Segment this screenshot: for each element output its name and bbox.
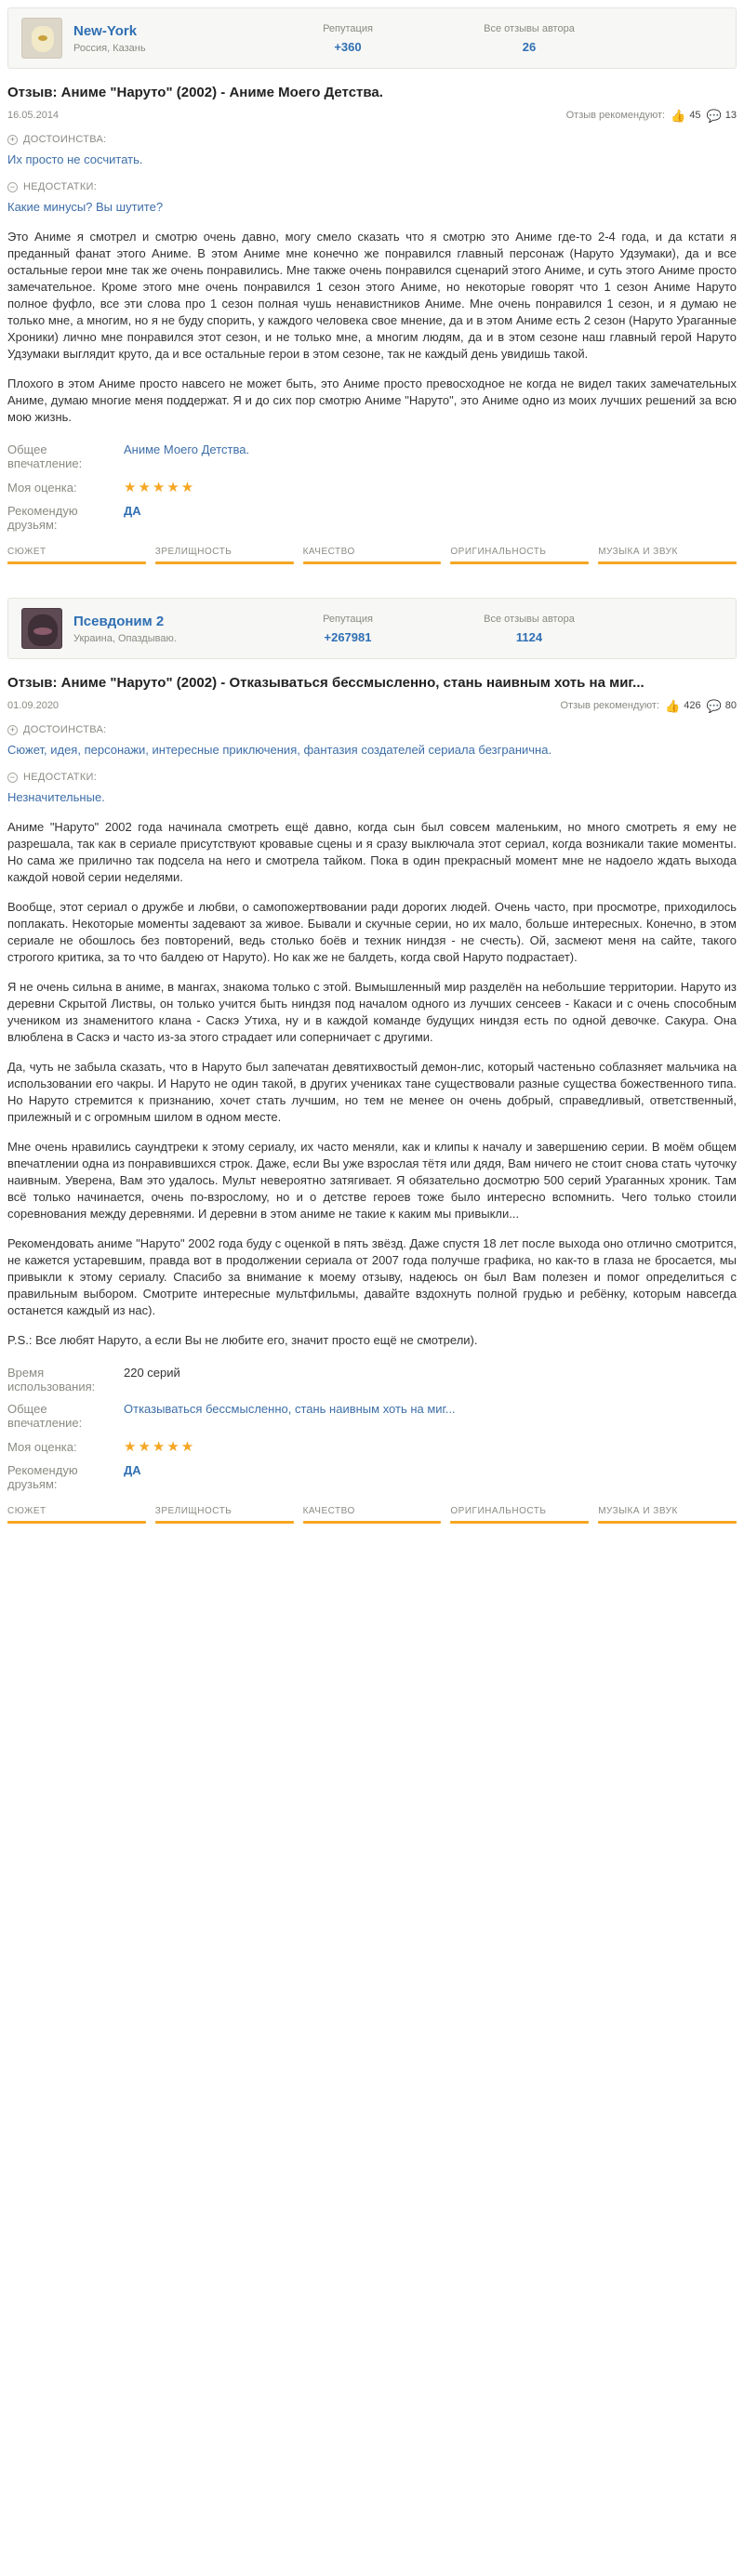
avatar[interactable] [21, 18, 62, 59]
criterion-label: КАЧЕСТВО [302, 547, 355, 557]
reputation-label: Репутация [323, 22, 373, 34]
thumb-up-icon: 👍 [671, 108, 686, 123]
criterion [598, 547, 737, 564]
criterion-bar [598, 561, 737, 564]
author-reviews-value[interactable]: 26 [522, 39, 537, 54]
impression-value: Отказываться бессмысленно, стань наивным хоть на миг... [124, 1402, 456, 1416]
criterion [7, 1506, 146, 1524]
review-meta-row [7, 700, 737, 711]
recommend-friends-row [7, 1463, 737, 1491]
review-meta-row [7, 110, 737, 121]
review-paragraph: Мне очень нравились саундтреки к этому сериалу, их часто меняли, как и клипы к началу и завершению серии. В моём общем впечатлении одна из понравившихся строк. Даже, если Вы уже взрослая тётя или дядя, Вам ничего не стоит снова стать чуточку наивным. Уверена, Вам это удалось. Мульт невероятно затягивает. Я обязательно досмотрю 500 серий Ураганных хроник. Там всё только начинается, очень по-взрослому, но и о детстве героев тоже было интересно вспомнить. Чего только стоили соревнования между деревнями. И деревни в этом аниме не такие к каким мы привыкли... [7, 1140, 737, 1221]
review-body [7, 229, 737, 426]
review-paragraph: Плохого в этом Аниме просто навсего не может быть, это Аниме просто превосходное не когда не видел таких замечательных Аниме, думаю многие меня поддержат. Я и до сих пор смотрю Аниме "Наруто", это Аниме одно из моих лучших решений за всю мою жизнь. [7, 376, 737, 424]
cons-label: НЕДОСТАТКИ: [23, 772, 98, 783]
criterion [7, 547, 146, 564]
criterion-fill [303, 1521, 442, 1524]
comment-icon: 💬 [706, 108, 722, 123]
criterion-bar [450, 1521, 589, 1524]
review-block-1 [7, 7, 737, 564]
criterion [303, 1506, 442, 1524]
comments-button[interactable] [707, 110, 737, 121]
criterion-label: СЮЖЕТ [7, 1506, 46, 1516]
review-paragraph: Я не очень сильна в аниме, в мангах, знакома только с этой. Вымышленный мир разделён на небольшие территории. Наруто из деревни Скрытой Листвы, он только учится быть ниндзя под началом одного из лучших сенсеев - Какаси и с очень способным учеником из знаменитого клана - Саскэ Утиха, ну и в каждой команде будущих ниндзя есть по одной девочке. Сакура. Она влюблена в Саскэ и часто из-за этого страдает или соперничает с другими. [7, 980, 737, 1044]
criterion-fill [155, 1521, 294, 1524]
rating-row [7, 1438, 737, 1455]
like-count: 45 [689, 110, 701, 121]
author-reviews-value[interactable]: 1124 [515, 629, 543, 644]
plus-icon: + [7, 135, 18, 145]
author-location: Украина, Опаздываю. [73, 632, 177, 644]
pros-section [7, 134, 737, 168]
pros-head [7, 724, 737, 735]
review-paragraph: Вообще, этот сериал о дружбе и любви, о самопожертвовании ради дорогих людей. Очень часто, при просмотре, приходилось поплакать. Некоторые моменты задевают за живое. Бывали и скучные серии, но их мало, больше интересных. Конечно, в этом сериале не обошлось без повторений, ведь столько боёв и техник ниндзя - не счесть). Ой, засмеют меня на сайте, такого строгого критика, за то что балдею от Наруто). Но как же не балдеть, когда свой Наруто подрастает). [7, 900, 737, 964]
cons-section [7, 772, 737, 806]
thumb-up-icon: 👍 [665, 698, 681, 713]
review-meta [7, 443, 737, 532]
usage-time-value: 220 серий [124, 1366, 180, 1380]
criterion-bar [303, 1521, 442, 1524]
impression-label: Общее впечатление: [7, 1402, 83, 1430]
author-card [7, 7, 737, 69]
criterion-fill [155, 561, 294, 564]
review-meta [7, 1366, 737, 1491]
pros-section [7, 724, 737, 759]
criterion-fill [7, 561, 146, 564]
rating-label: Моя оценка: [7, 481, 77, 495]
review-block-2 [7, 598, 737, 1524]
cons-label: НЕДОСТАТКИ: [23, 181, 98, 192]
criterion-bar [155, 1521, 294, 1524]
reputation-value[interactable]: +360 [334, 39, 362, 54]
rating-row [7, 479, 737, 495]
review-paragraph: P.S.: Все любят Наруто, а если Вы не любите его, значит просто ещё не смотрели). [7, 1333, 478, 1347]
usage-time-label: Время использования: [7, 1366, 96, 1394]
reputation-stat [259, 614, 436, 644]
author-reviews-stat [436, 23, 622, 54]
like-button[interactable] [665, 700, 701, 711]
like-button[interactable] [671, 110, 700, 121]
cons-text: Какие минусы? Вы шутите? [7, 200, 164, 214]
usage-time-row [7, 1366, 737, 1394]
criterion-bar [155, 561, 294, 564]
recommend-friends-value: ДА [124, 504, 141, 518]
review-date: 01.09.2020 [7, 700, 60, 711]
recommend-block [561, 700, 737, 711]
avatar-detail [38, 35, 47, 41]
cons-head [7, 772, 737, 783]
author-reviews-stat [436, 614, 622, 644]
comment-count: 13 [724, 110, 737, 121]
recommend-friends-label: Рекомендую друзьям: [7, 1463, 78, 1491]
review-body [7, 819, 737, 1349]
criteria-bars [7, 547, 737, 564]
impression-row [7, 443, 737, 470]
author-info [73, 23, 259, 54]
pros-label: ДОСТОИНСТВА: [23, 134, 107, 145]
criterion [155, 1506, 294, 1524]
criterion-fill [450, 561, 589, 564]
author-info [73, 614, 259, 644]
minus-icon: − [7, 773, 18, 783]
reputation-label: Репутация [323, 613, 373, 625]
pros-text: Их просто не сосчитать. [7, 152, 143, 166]
criterion [598, 1506, 737, 1524]
minus-icon: − [7, 182, 18, 192]
criterion-label: СЮЖЕТ [7, 547, 46, 557]
reputation-stat [259, 23, 436, 54]
cons-text: Незначительные. [7, 790, 105, 804]
criterion-label: ЗРЕЛИЩНОСТЬ [154, 1506, 232, 1516]
criterion-fill [598, 1521, 737, 1524]
criterion-fill [7, 1521, 146, 1524]
recommend-label: Отзыв рекомендуют: [565, 110, 666, 121]
criterion-fill [450, 1521, 589, 1524]
cons-section [7, 181, 737, 216]
rating-stars: ★★★★★ [124, 1439, 196, 1455]
impression-row [7, 1402, 737, 1430]
review-paragraph: Это Аниме я смотрел и смотрю очень давно, могу смело сказать что я смотрю это Аниме где-то 2-4 года, и да кстати я преданный фанат этого Аниме. В этом Аниме мне конечно же понравился главный персонаж (Наруто Удзумаки), да и все остальные герои мне так же очень понравились. Мне также очень понравился сценарий этого Аниме, и суть этого Аниме просто замечательное. Кроме этого мне очень понравился 1 сезон этого Аниме, но некоторые говорят что 1 сезон Аниме Наруто полное фуфло, все эти слова про 1 сезон полная чушь ненавистников Аниме. Мне очень понравился 1 сезон, и я думаю не только мне, а многим, но я не буду спорить, у каждого человека свое мнение, да и в этом Аниме есть 2 сезон (Наруто Ураганные Хроники) лично мне понравился этот сезон, и не только мне, а многим людям, да и в этом сезоне наш главный герой Наруто Удзумаки выглядит круто, да и все остальные герои в этом сезоне, так не каждый день увидишь такой. [7, 230, 737, 361]
author-name-link[interactable]: Псевдоним 2 [73, 613, 165, 629]
comment-icon: 💬 [706, 698, 722, 713]
cons-head [7, 181, 737, 192]
criterion [303, 547, 442, 564]
review-title: Отзыв: Аниме "Наруто" (2002) - Аниме Моего Детства. [7, 85, 383, 100]
criterion [155, 547, 294, 564]
recommend-label: Отзыв рекомендуют: [560, 700, 660, 711]
criterion-bar [7, 561, 146, 564]
review-paragraph: Да, чуть не забыла сказать, что в Наруто был запечатан девятихвостый демон-лис, который частеньно соблазняет мальчика на использовании его чакры. И Наруто не один такой, в других учениках тане существовали разные существа божественного типа. Но Наруто стремится к признанию, хочет стать лучшим, но тем не менее он очень добрый, справедливый, ответственный, прилежный и с огромным шилом в одном месте. [7, 1060, 737, 1124]
criterion [450, 1506, 589, 1524]
criterion-label: ОРИГИНАЛЬНОСТЬ [450, 1506, 547, 1516]
section-spacer [7, 570, 737, 590]
plus-icon: + [7, 725, 18, 735]
avatar[interactable] [21, 608, 62, 649]
criteria-bars [7, 1506, 737, 1524]
pros-head [7, 134, 737, 145]
reputation-value[interactable]: +267981 [324, 629, 372, 644]
review-paragraph: Аниме "Наруто" 2002 года начинала смотреть ещё давно, когда сын был совсем маленьким, но много смотреть я ему не разрешала, так как в сериале присутствуют кровавые сцены и я сразу выключала этот сериал, когда возникали такие моменты. Но сама же прилично так подсела на него и смотрела тайком. Пока в один прекрасный момент мне не надоело ждать выхода каждой новой серии неделями. [7, 820, 737, 884]
impression-label: Общее впечатление: [7, 443, 83, 470]
avatar-detail [33, 627, 52, 635]
criterion-bar [598, 1521, 737, 1524]
pros-text: Сюжет, идея, персонажи, интересные приключения, фантазия создателей сериала безгранична. [7, 743, 552, 757]
author-location: Россия, Казань [73, 42, 146, 54]
recommend-friends-row [7, 504, 737, 532]
criterion-fill [303, 561, 442, 564]
criterion-label: ЗРЕЛИЩНОСТЬ [154, 547, 232, 557]
criterion-label: КАЧЕСТВО [302, 1506, 355, 1516]
author-reviews-label: Все отзывы автора [484, 613, 575, 625]
comments-button[interactable] [707, 700, 737, 711]
rating-label: Моя оценка: [7, 1440, 77, 1454]
recommend-friends-value: ДА [124, 1463, 141, 1477]
criterion-bar [7, 1521, 146, 1524]
criterion-bar [450, 561, 589, 564]
review-paragraph: Рекомендовать аниме "Наруто" 2002 года буду с оценкой в пять звёзд. Даже спустя 18 лет после выхода оно отлично смотрится, не кажется устаревшим, правда вот в продолжении сериала от 2007 года получше графика, но как-то в глаза не бросается, мы привыкли к этому сериалу. Спасибо за внимание к моему отзыву, надеюсь он был Вам полезен и помог определиться с правильным выбором. Смотрите интересные мультфильмы, давайте вздохнуть полной грудью и ребёнку, которым навсегда останется каждый из нас). [7, 1236, 737, 1317]
like-count: 426 [684, 700, 701, 711]
criterion-bar [303, 561, 442, 564]
reviews-page [0, 7, 744, 1524]
review-title: Отзыв: Аниме "Наруто" (2002) - Отказываться бессмысленно, стань наивным хоть на миг... [7, 675, 644, 691]
criterion [450, 547, 589, 564]
author-name-link[interactable]: New-York [73, 22, 138, 39]
recommend-block [566, 110, 737, 121]
rating-stars: ★★★★★ [124, 480, 196, 495]
comment-count: 80 [724, 700, 737, 711]
impression-value: Аниме Моего Детства. [124, 443, 250, 456]
criterion-label: МУЗЫКА И ЗВУК [598, 547, 678, 557]
criterion-label: ОРИГИНАЛЬНОСТЬ [450, 547, 547, 557]
author-card [7, 598, 737, 659]
criterion-label: МУЗЫКА И ЗВУК [598, 1506, 678, 1516]
recommend-friends-label: Рекомендую друзьям: [7, 504, 78, 532]
pros-label: ДОСТОИНСТВА: [23, 724, 107, 735]
criterion-fill [598, 561, 737, 564]
review-date: 16.05.2014 [7, 110, 60, 121]
author-reviews-label: Все отзывы автора [484, 22, 575, 34]
